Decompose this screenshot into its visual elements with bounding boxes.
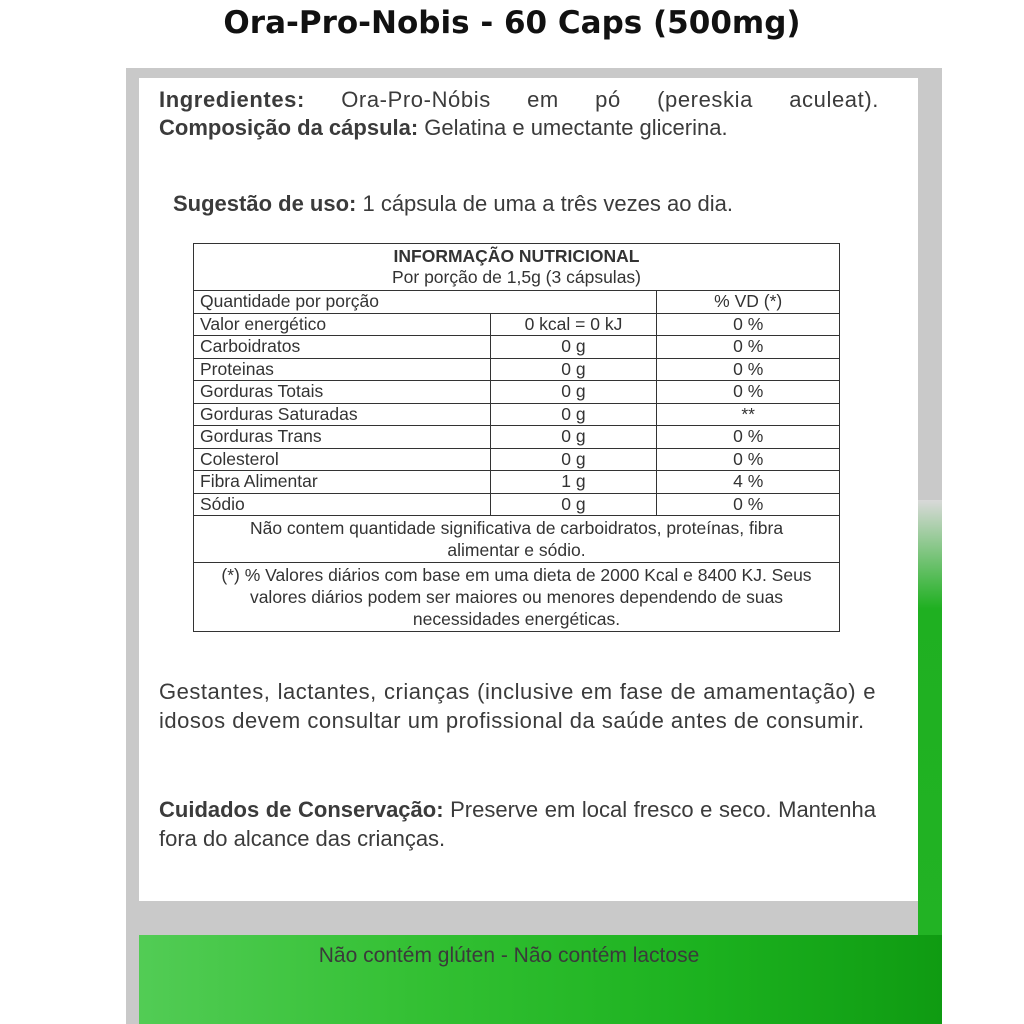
nutrient-amount: 0 g	[490, 336, 657, 359]
consumption-warning: Gestantes, lactantes, crianças (inclusive em fase de amamentação) e idosos devem consultar um profissional da saúde antes de consumir.	[159, 679, 876, 733]
nutrient-vd: 0 %	[657, 313, 840, 336]
nutrient-name: Sódio	[194, 493, 491, 516]
nutrient-amount: 0 g	[490, 493, 657, 516]
serving-size: Por porção de 1,5g (3 cápsulas)	[391, 267, 642, 287]
nutrient-amount: 0 kcal = 0 kJ	[490, 313, 657, 336]
usage-label: Sugestão de uso:	[173, 191, 357, 216]
table-note-row	[194, 563, 840, 632]
table-row	[194, 448, 840, 471]
nutrient-vd: **	[657, 403, 840, 426]
table-note-row	[194, 516, 840, 563]
table-row	[194, 403, 840, 426]
nutrient-vd: 0 %	[657, 493, 840, 516]
usage-suggestion	[173, 190, 893, 218]
nutrient-amount: 0 g	[490, 403, 657, 426]
table-row	[194, 313, 840, 336]
table-row	[194, 358, 840, 381]
nutrient-vd: 0 %	[657, 358, 840, 381]
nutrient-name: Fibra Alimentar	[194, 471, 491, 494]
ingredients-line	[159, 86, 879, 114]
daily-values-note: (*) % Valores diários com base em uma dieta de 2000 Kcal e 8400 KJ. Seus valores diários podem ser maiores ou menores dependendo de suas necessidades energéticas.	[194, 563, 840, 632]
nutrient-vd: 0 %	[657, 336, 840, 359]
nutrition-header	[194, 244, 840, 291]
table-row	[194, 381, 840, 404]
conservation-text: Preserve em local fresco e seco. Mantenha fora do alcance das crianças.	[159, 797, 876, 851]
ingredients-text: Ora-Pro-Nóbis em pó (pereskia aculeat).	[304, 87, 879, 112]
nutrient-name: Proteinas	[194, 358, 491, 381]
capsule-label: Composição da cápsula:	[159, 115, 419, 140]
conservation-label: Cuidados de Conservação:	[159, 797, 444, 822]
allergen-footer: Não contém glúten - Não contém lactose	[318, 944, 700, 967]
nutrient-name: Carboidratos	[194, 336, 491, 359]
nutrient-amount: 0 g	[490, 381, 657, 404]
table-row	[194, 471, 840, 494]
vd-column-header: % VD (*)	[657, 291, 840, 314]
page-title: Ora-Pro-Nobis - 60 Caps (500mg)	[223, 5, 801, 41]
nutrient-amount: 0 g	[490, 426, 657, 449]
nutrient-name: Colesterol	[194, 448, 491, 471]
conservation-block	[159, 796, 876, 853]
table-row	[194, 426, 840, 449]
nutrient-vd: 0 %	[657, 448, 840, 471]
nutrient-name: Gorduras Totais	[194, 381, 491, 404]
ingredients-block	[159, 86, 879, 142]
nutrient-amount: 0 g	[490, 448, 657, 471]
nutrition-title: INFORMAÇÃO NUTRICIONAL	[393, 246, 640, 266]
quantity-column-header: Quantidade por porção	[194, 291, 657, 314]
table-row	[194, 493, 840, 516]
nutrient-vd: 0 %	[657, 426, 840, 449]
green-side-strip	[918, 500, 942, 935]
nutrition-table	[193, 243, 840, 632]
table-row	[194, 336, 840, 359]
capsule-text: Gelatina e umectante glicerina.	[418, 115, 728, 140]
usage-text: 1 cápsula de uma a três vezes ao dia.	[356, 191, 734, 216]
nutrient-vd: 4 %	[657, 471, 840, 494]
nutrient-amount: 1 g	[490, 471, 657, 494]
nutrient-amount: 0 g	[490, 358, 657, 381]
nutrient-vd: 0 %	[657, 381, 840, 404]
nutrient-name: Gorduras Trans	[194, 426, 491, 449]
ingredients-label: Ingredientes:	[159, 87, 305, 112]
nutrition-header-row	[194, 244, 840, 291]
nutrient-name: Gorduras Saturadas	[194, 403, 491, 426]
nutrition-columns-row	[194, 291, 840, 314]
capsule-line	[159, 114, 879, 142]
nutrient-name: Valor energético	[194, 313, 491, 336]
not-significant-note: Não contem quantidade significativa de carboidratos, proteínas, fibra alimentar e sódio.	[194, 516, 840, 563]
